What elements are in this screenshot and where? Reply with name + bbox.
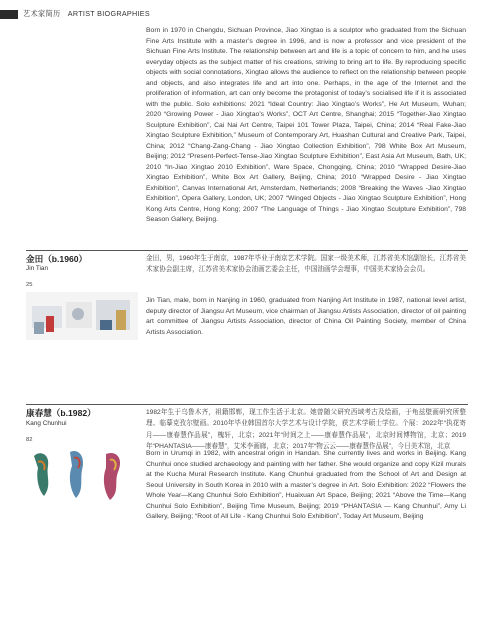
artist-name-en: Kang Chunhui <box>26 420 67 427</box>
divider <box>26 250 468 251</box>
page-header <box>0 8 155 20</box>
header-section-en: ARTIST BIOGRAPHIES <box>67 9 150 18</box>
artist-bio-en: Jin Tian, male, born in Nanjing in 1960, graduated from Nanjing Art Institute in 1987, national level artist, deputy director of Jiangsu Art Museum, vice chairman of Jiangsu Artists Association, director of oil painting art committee of Jiangsu Artists Association, director of China Oil Painting Society, member of China Artists Association. <box>146 297 466 336</box>
page-reference: 25 <box>26 282 33 288</box>
artist-bio-en: Born in Urumqi in 1982, with ancestral origin in Handan. She currently lives and works in Beijing. Kang Chunhui once studied archaeology and painting with her father. She would organize and copy Kizil murals at the Kucha Mural Research Institute. Kang Chunhui graduated from the School of Art and Design at Seoul University in South Korea in 2010 with a master’s degree in Art. Solo Exhibition: 2022 “Flowers the Whole Year—Kang Chunhui Solo Exhibition”, Huaixuan Art Space, Beijing; 2021 “Above the Time—Kang Chunhui Solo Exhibition”, Beijing Time Museum, Beijing; 2019 “PHANTASIA — Kang Chunhui”, Amy Li Gallery, Beijing; “Root of All Life - Kang Chunhui Solo Exhibition”, Today Art Museum, Beijing <box>146 450 466 520</box>
artist-name-cn: 金田（b.1960） <box>26 254 88 264</box>
artist-name-en: Jin Tian <box>26 265 49 272</box>
header-mark <box>0 10 18 19</box>
artist-bio-cn: 金田，男，1960年生于南京，1987年毕业于南京艺术学院。国家一级美术师，江苏省美术馆副馆长，江苏省美术家协会副主席，江苏省美术家协会油画艺委会主任，中国油画学会理事，中国美术家协会会员。 <box>146 255 466 274</box>
artist-bio-cn: 1982年生于乌鲁木齐，祖籍邯郸，现工作生活于北京。她曾随父研究西域考古及绘画，于龟兹壁画研究所整理、临摹克孜尔壁画。2010年毕业韩国首尔大学艺术与设计学院，获艺术学硕士学位。个展：2022年“执花寄月——康春慧作品展”，槐轩，北京；2021年“时间之上——康春慧作品展”，北京时间博物馆，北京；2019年“PHANTASIA——康春慧”，艾米李画廊，北京；2017年“物云云——康春慧作品展”，今日美术馆，北京 <box>146 409 466 451</box>
bio-jiao-xingtao: Born in 1970 in Chengdu, Sichuan Province, Jiao Xingtao is a sculptor who graduated from the Sichuan Fine Arts Institute with a master’s degree in 1996, and is now a professor and vice president of the Sichuan Fine Arts Institute. The relationship between art and life is a topic of concern to him, and he uses everyday objects as the subject matter of his creations, striving to bring art to life. By reproducing specific objects with social connotations, Xingtao allows the audience to reflect on the relationship between people and objects, and also integrates life and art into one. Perhaps, in the age of the Internet and the proliferation of information, art can only become the protagonist of today’s socialised life if it is associated with the public. Solo exhibitions: 2021 “Ideal Country: Jiao Xingtao’s Works”, He Art Museum, Wuhan; 2020 “Growing Power - Jiao Xingtao’s Works”, OCT Art Centre, Shanghai; 2015 “Together-Jiao Xingtao Sculpture Exhibition”, Cai Nai Art Centre, Taipei 101 Tower Plaza, Taipei, China; 2014 “Real Fake-Jiao Xingtao Sculpture Exhibition,” Museum of Contemporary Art, Huashan Cultural and Creative Park, Taipei, China; 2012 “Chang-Zang-Chang - Jiao Xingtao Collection Exhibition”, 798 White Box Art Museum, Beijing; 2012 “Present-Perfect-Tense-Jiao Xingtao Sculpture Exhibition”, East Asia Art Museum, Bath, UK; 2010 “In-Jiao Xingtao 2010 Exhibition”, Ware Space, Chongqing, China; 2010 “Wrapped Desire-Jiao Xingtao Exhibition”, White Box Art Gallery, Beijing, China; 2010 “Wrapped Desire - Jiao Xingtao Exhibition”, Canvas International Art, Amsterdam, Netherlands; 2008 “Breaking the Waves -Jiao Xingtao Exhibition”, Opera Gallery, London, UK; 2007 “Winged Objects - Jiao Xingtao Sculpture Exhibition”, Hong Kong Arts Centre, Hong Kong; 2007 “The Language of Things - Jiao Xingtao Sculpture Exhibition”, 798 Season Gallery, Beijing. <box>146 27 466 223</box>
header-text <box>23 9 155 19</box>
artwork-thumbnail <box>26 292 138 340</box>
divider <box>26 404 468 405</box>
artist-name-cn: 康春慧（b.1982） <box>26 408 96 418</box>
page-reference: 82 <box>26 437 33 443</box>
header-section-cn: 艺术家简历 <box>23 9 61 18</box>
artwork-thumbnail <box>26 446 138 504</box>
